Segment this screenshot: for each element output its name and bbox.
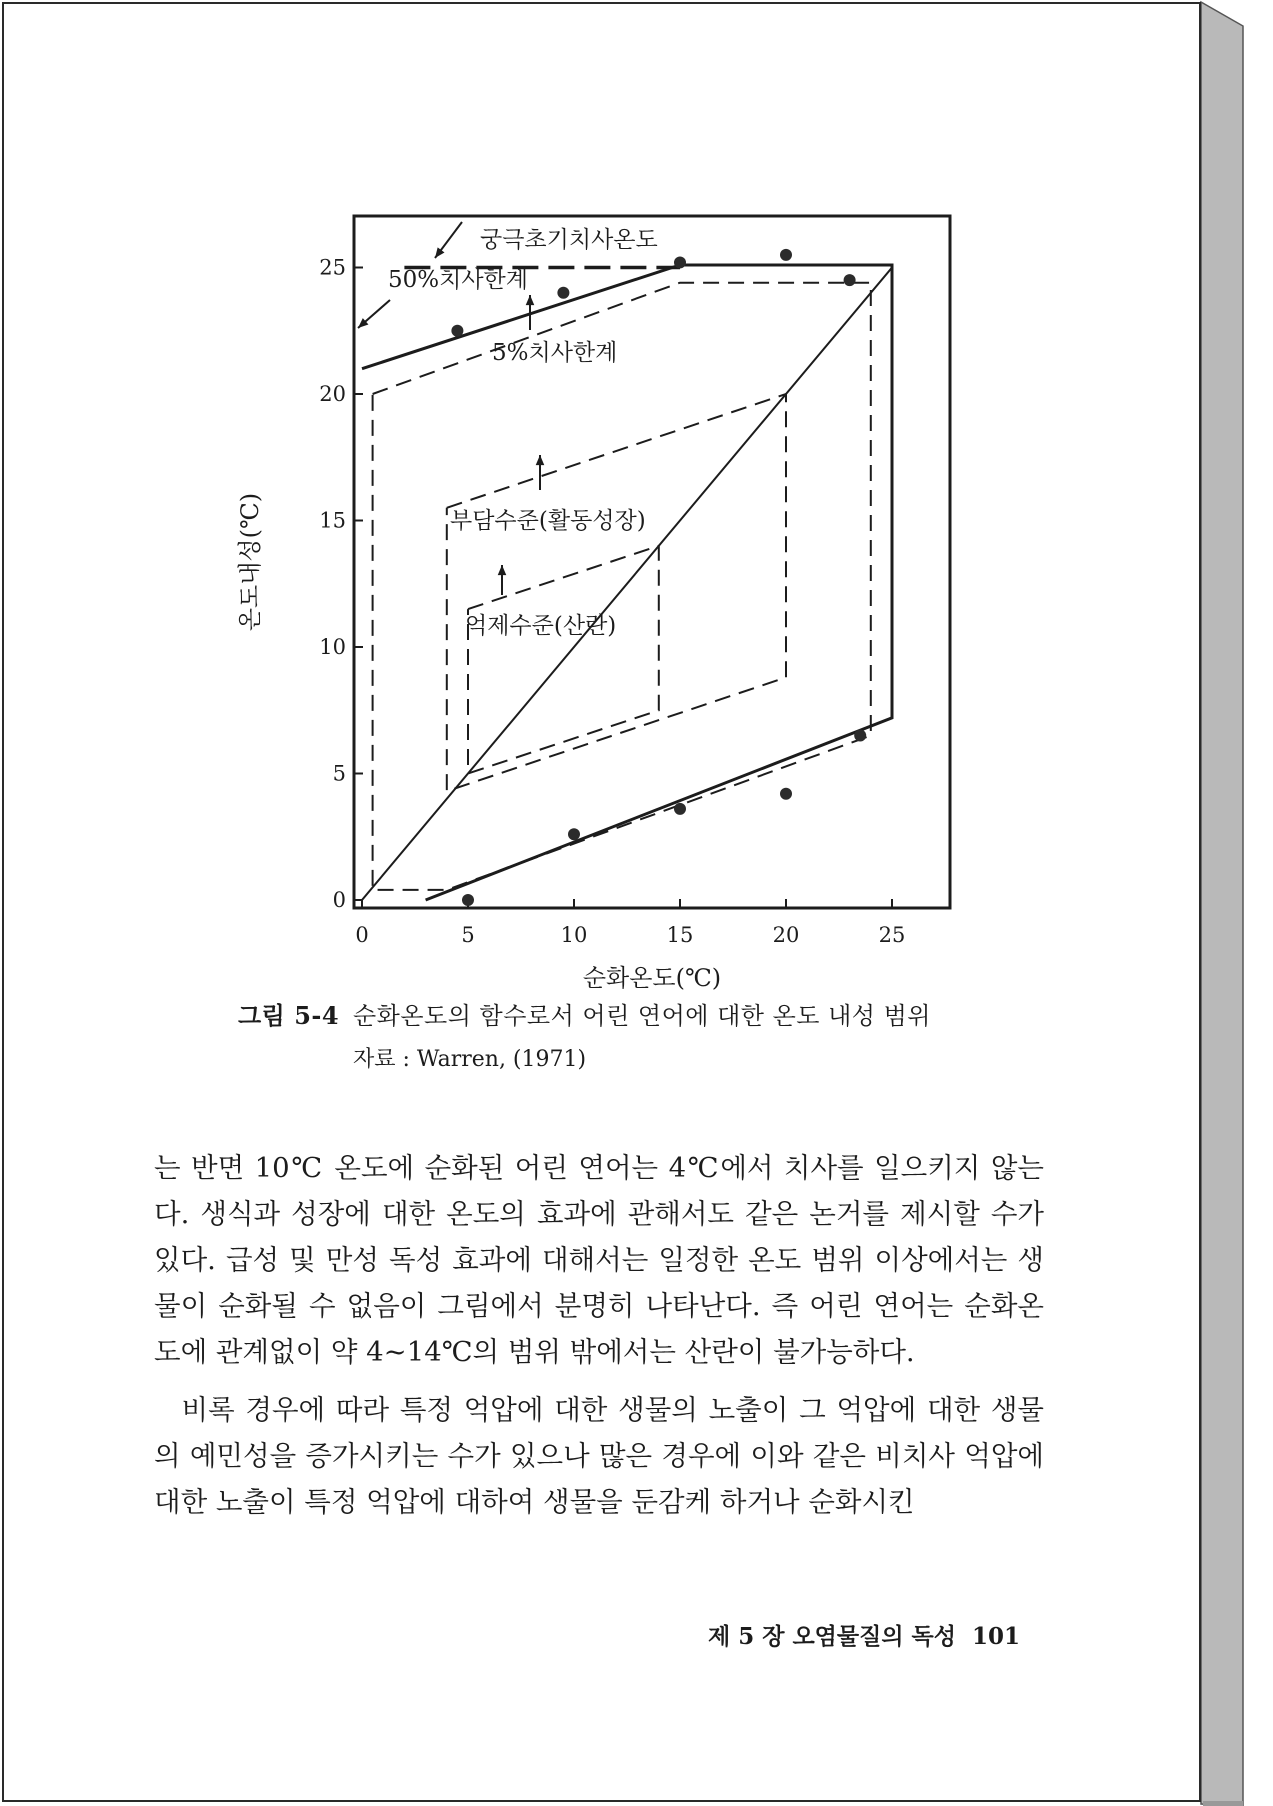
data-point bbox=[780, 788, 792, 800]
annotation bbox=[465, 565, 616, 639]
figure-caption bbox=[238, 996, 931, 1031]
annotation-label: 궁극초기치사온도 bbox=[480, 227, 658, 253]
x-axis-label: 순화온도(℃) bbox=[582, 964, 722, 990]
annotation-label: 억제수준(산란) bbox=[465, 613, 617, 639]
annotation-label: 부담수준(활동성장) bbox=[450, 508, 646, 534]
y-tick-label: 5 bbox=[332, 761, 346, 786]
annotation-arrowhead bbox=[536, 455, 545, 465]
paragraph: 비록 경우에 따라 특정 억압에 대한 생물의 노출이 그 억압에 대한 생물의 예민성을 증가시키는 수가 있으나 많은 경우에 이와 같은 비치사 억압에 대한 노출이 특정 억압에 대하여 생물을 둔감케 하거나 순화시킨 bbox=[154, 1394, 1044, 1518]
annotation bbox=[450, 455, 646, 534]
paragraph: 는 반면 10℃ 온도에 순화된 어린 연어는 4℃에서 치사를 일으키지 않는다. 생식과 성장에 대한 온도의 효과에 관해서도 같은 논거를 제시할 수가 있다. 급성 및 만성 독성 효과에 대해서는 일정한 온도 범위 이상에서는 생물이 순화될 수 없음이 그림에서 분명히 나타난다. 즉 어린 연어는 순화온도에 관계없이 약 4~14℃의 범위 밖에서는 산란이 불가능하다. bbox=[154, 1152, 1044, 1368]
annotation bbox=[358, 267, 528, 328]
y-tick-label: 15 bbox=[319, 508, 346, 533]
y-tick-label: 25 bbox=[319, 255, 346, 280]
figure-number: 그림 5-4 bbox=[238, 1001, 340, 1030]
figure-title: 순화온도의 함수로서 어린 연어에 대한 온도 내성 범위 bbox=[353, 1002, 931, 1030]
y-tick-label: 0 bbox=[332, 888, 346, 912]
diagonal-line bbox=[362, 268, 892, 901]
y-tick-label: 20 bbox=[319, 382, 346, 406]
annotation-arrowhead bbox=[526, 295, 535, 305]
chapter-title: 제 5 장 오염물질의 독성 bbox=[707, 1623, 956, 1650]
y-axis-label: 온도내성(℃) bbox=[236, 492, 264, 632]
data-point bbox=[780, 249, 792, 261]
annotation-arrowhead bbox=[498, 565, 507, 575]
data-point bbox=[674, 803, 686, 815]
annotation bbox=[435, 222, 658, 258]
y-tick-label: 10 bbox=[319, 635, 346, 659]
data-point bbox=[557, 287, 569, 299]
x-tick-label: 10 bbox=[560, 923, 588, 947]
data-point bbox=[854, 730, 866, 742]
annotation-label: 50%치사한계 bbox=[388, 267, 528, 293]
x-tick-label: 15 bbox=[666, 923, 694, 947]
x-tick-label: 0 bbox=[355, 923, 369, 947]
annotation-arrowhead bbox=[435, 247, 445, 258]
data-point bbox=[451, 325, 463, 337]
figure-source: 자료 : Warren, (1971) bbox=[353, 1047, 587, 1072]
x-tick-label: 5 bbox=[461, 923, 475, 947]
annotation-label: 5%치사한계 bbox=[492, 340, 618, 366]
x-tick-label: 20 bbox=[772, 923, 800, 947]
data-point bbox=[462, 894, 474, 906]
temperature-tolerance-chart bbox=[230, 200, 970, 990]
body-text bbox=[154, 1145, 1044, 1525]
x-tick-label: 25 bbox=[878, 923, 906, 947]
data-point bbox=[844, 274, 856, 286]
page-footer bbox=[680, 1618, 1020, 1651]
data-point bbox=[674, 256, 686, 268]
page-number: 101 bbox=[971, 1623, 1020, 1650]
data-point bbox=[568, 828, 580, 840]
